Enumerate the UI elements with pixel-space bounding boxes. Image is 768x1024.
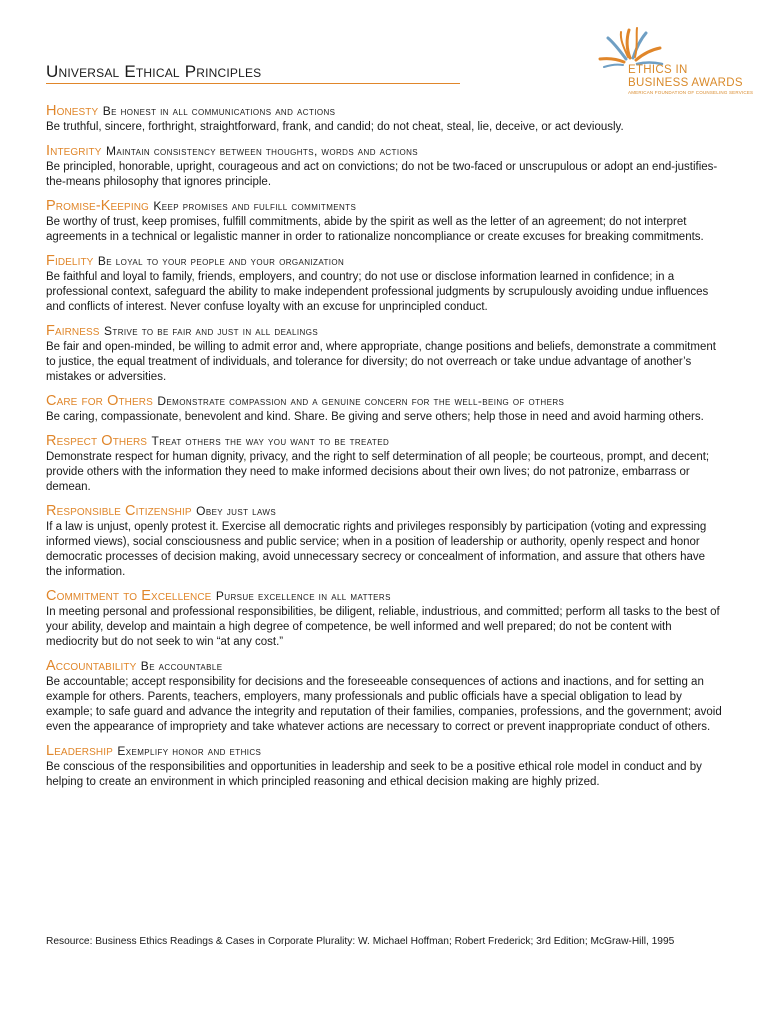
principle-tagline: Pursue excellence in all matters — [215, 589, 391, 603]
principle-tagline: Exemplify honor and ethics — [117, 744, 262, 758]
principle-tagline: Be honest in all communications and actions — [102, 104, 336, 118]
principle-text: If a law is unjust, openly protest it. Exercise all democratic rights and privileges responsibly by participation (voting and expressing informed views), social consciousness and public service; when in a position of leadership or authority, openly respect and honor democratic processes of decision making, avoid unnecessary secrecy or concealment of information, and assure that others have the information. — [46, 521, 707, 578]
principle-leadership — [46, 741, 722, 790]
principle-name: Honesty — [46, 103, 99, 119]
principle-tagline: Demonstrate compassion and a genuine concern for the well-being of others — [157, 394, 565, 408]
principle-name: Commitment to Excellence — [46, 588, 212, 604]
logo-line-2: BUSINESS AWARDS — [628, 77, 743, 89]
principle-name: Promise-Keeping — [46, 198, 149, 214]
principle-tagline: Treat others the way you want to be treated — [151, 434, 390, 448]
principle-tagline: Be accountable — [140, 659, 223, 673]
principle-tagline: Obey just laws — [196, 504, 277, 518]
principle-text: Demonstrate respect for human dignity, privacy, and the right to self determination of all people; be courteous, prompt, and decent; provide others with the information they need to make informed decisions about their own lives; do not patronize, embarrass or demean. — [46, 451, 710, 493]
principle-text: Be principled, honorable, upright, courageous and act on convictions; do not be two-faced or unscrupulous or adopt an end-justifies-the-means philosophy that ignores principle. — [46, 161, 718, 188]
principle-integrity — [46, 141, 722, 190]
principle-text: Be worthy of trust, keep promises, fulfill commitments, abide by the spirit as well as the letter of an agreement; do not interpret agreements in a technical or legalistic manner in order to rationalize noncompliance or create excuses for breaking commitments. — [46, 216, 704, 243]
principle-name: Fidelity — [46, 253, 94, 269]
ethics-awards-logo — [590, 24, 754, 104]
resource-citation: Resource: Business Ethics Readings & Cases in Corporate Plurality: W. Michael Hoffman; Robert Frederick; 3rd Edition; McGraw-Hill, 1995 — [46, 936, 675, 947]
principle-text: Be truthful, sincere, forthright, straightforward, frank, and candid; do not cheat, steal, lie, deceive, or act deviously. — [46, 121, 624, 133]
principle-text: Be accountable; accept responsibility for decisions and the foreseeable consequences of actions and inactions, and for setting an example for others. Parents, teachers, employers, many professionals and public officials have a special obligation to lead by example; to safe guard and advance the integrity and reputation of their families, companies, professions, and the government; avoid even the appearance of impropriety and take whatever actions are necessary to correct or prevent inappropriate conduct of others. — [46, 676, 722, 733]
principle-text: Be caring, compassionate, benevolent and kind. Share. Be giving and serve others; help those in need and avoid harming others. — [46, 411, 704, 423]
principle-text: Be faithful and loyal to family, friends, employers, and country; do not use or disclose information learned in confidence; in a professional context, safeguard the ability to make independent professional judgments by scrupulously avoiding undue influences and conflicts of interest. Never confuse loyalty with an excuse for unprincipled conduct. — [46, 271, 709, 313]
principle-name: Fairness — [46, 323, 100, 339]
principle-fidelity — [46, 251, 722, 315]
principle-promise-keeping — [46, 196, 722, 245]
sunburst-icon — [590, 24, 670, 68]
principle-text: Be conscious of the responsibilities and opportunities in leadership and seek to be a positive ethical role model in conduct and by helping to create an environment in which principled reasoning and ethical decision making are highly prized. — [46, 761, 702, 788]
principle-text: Be fair and open-minded, be willing to admit error and, where appropriate, change positions and beliefs, demonstrate a commitment to justice, the equal treatment of individuals, and tolerance for diversity; do not overreach or take undue advantage of another’s mistakes or adversities. — [46, 341, 716, 383]
principle-name: Care for Others — [46, 393, 153, 409]
principle-name: Responsible Citizenship — [46, 503, 192, 519]
principle-respect-others — [46, 431, 722, 495]
principle-responsible-citizenship — [46, 501, 722, 580]
logo-line-3: AMERICAN FOUNDATION OF COUNSELING SERVICES — [628, 90, 754, 95]
principle-tagline: Maintain consistency between thoughts, words and actions — [105, 144, 418, 158]
principle-accountability — [46, 656, 722, 735]
principle-name: Respect Others — [46, 433, 148, 449]
principle-fairness — [46, 321, 722, 385]
principle-tagline: Keep promises and fulfill commitments — [153, 199, 357, 213]
principle-commitment-to-excellence — [46, 586, 722, 650]
principle-name: Leadership — [46, 743, 113, 759]
principle-tagline: Be loyal to your people and your organization — [97, 254, 345, 268]
principle-name: Accountability — [46, 658, 137, 674]
principle-tagline: Strive to be fair and just in all dealings — [104, 324, 319, 338]
page-title: Universal Ethical Principles — [46, 62, 460, 84]
principles-list — [46, 101, 722, 796]
logo-line-1: ETHICS IN — [628, 64, 688, 76]
principle-care-for-others — [46, 391, 722, 425]
principle-text: In meeting personal and professional responsibilities, be diligent, reliable, industrious, and committed; perform all tasks to the best of your ability, develop and maintain a high degree of competence, be well informed and well prepared; do not be content with mediocrity but do not seek to win “at any cost.” — [46, 606, 720, 648]
principle-name: Integrity — [46, 143, 102, 159]
principle-honesty — [46, 101, 722, 135]
